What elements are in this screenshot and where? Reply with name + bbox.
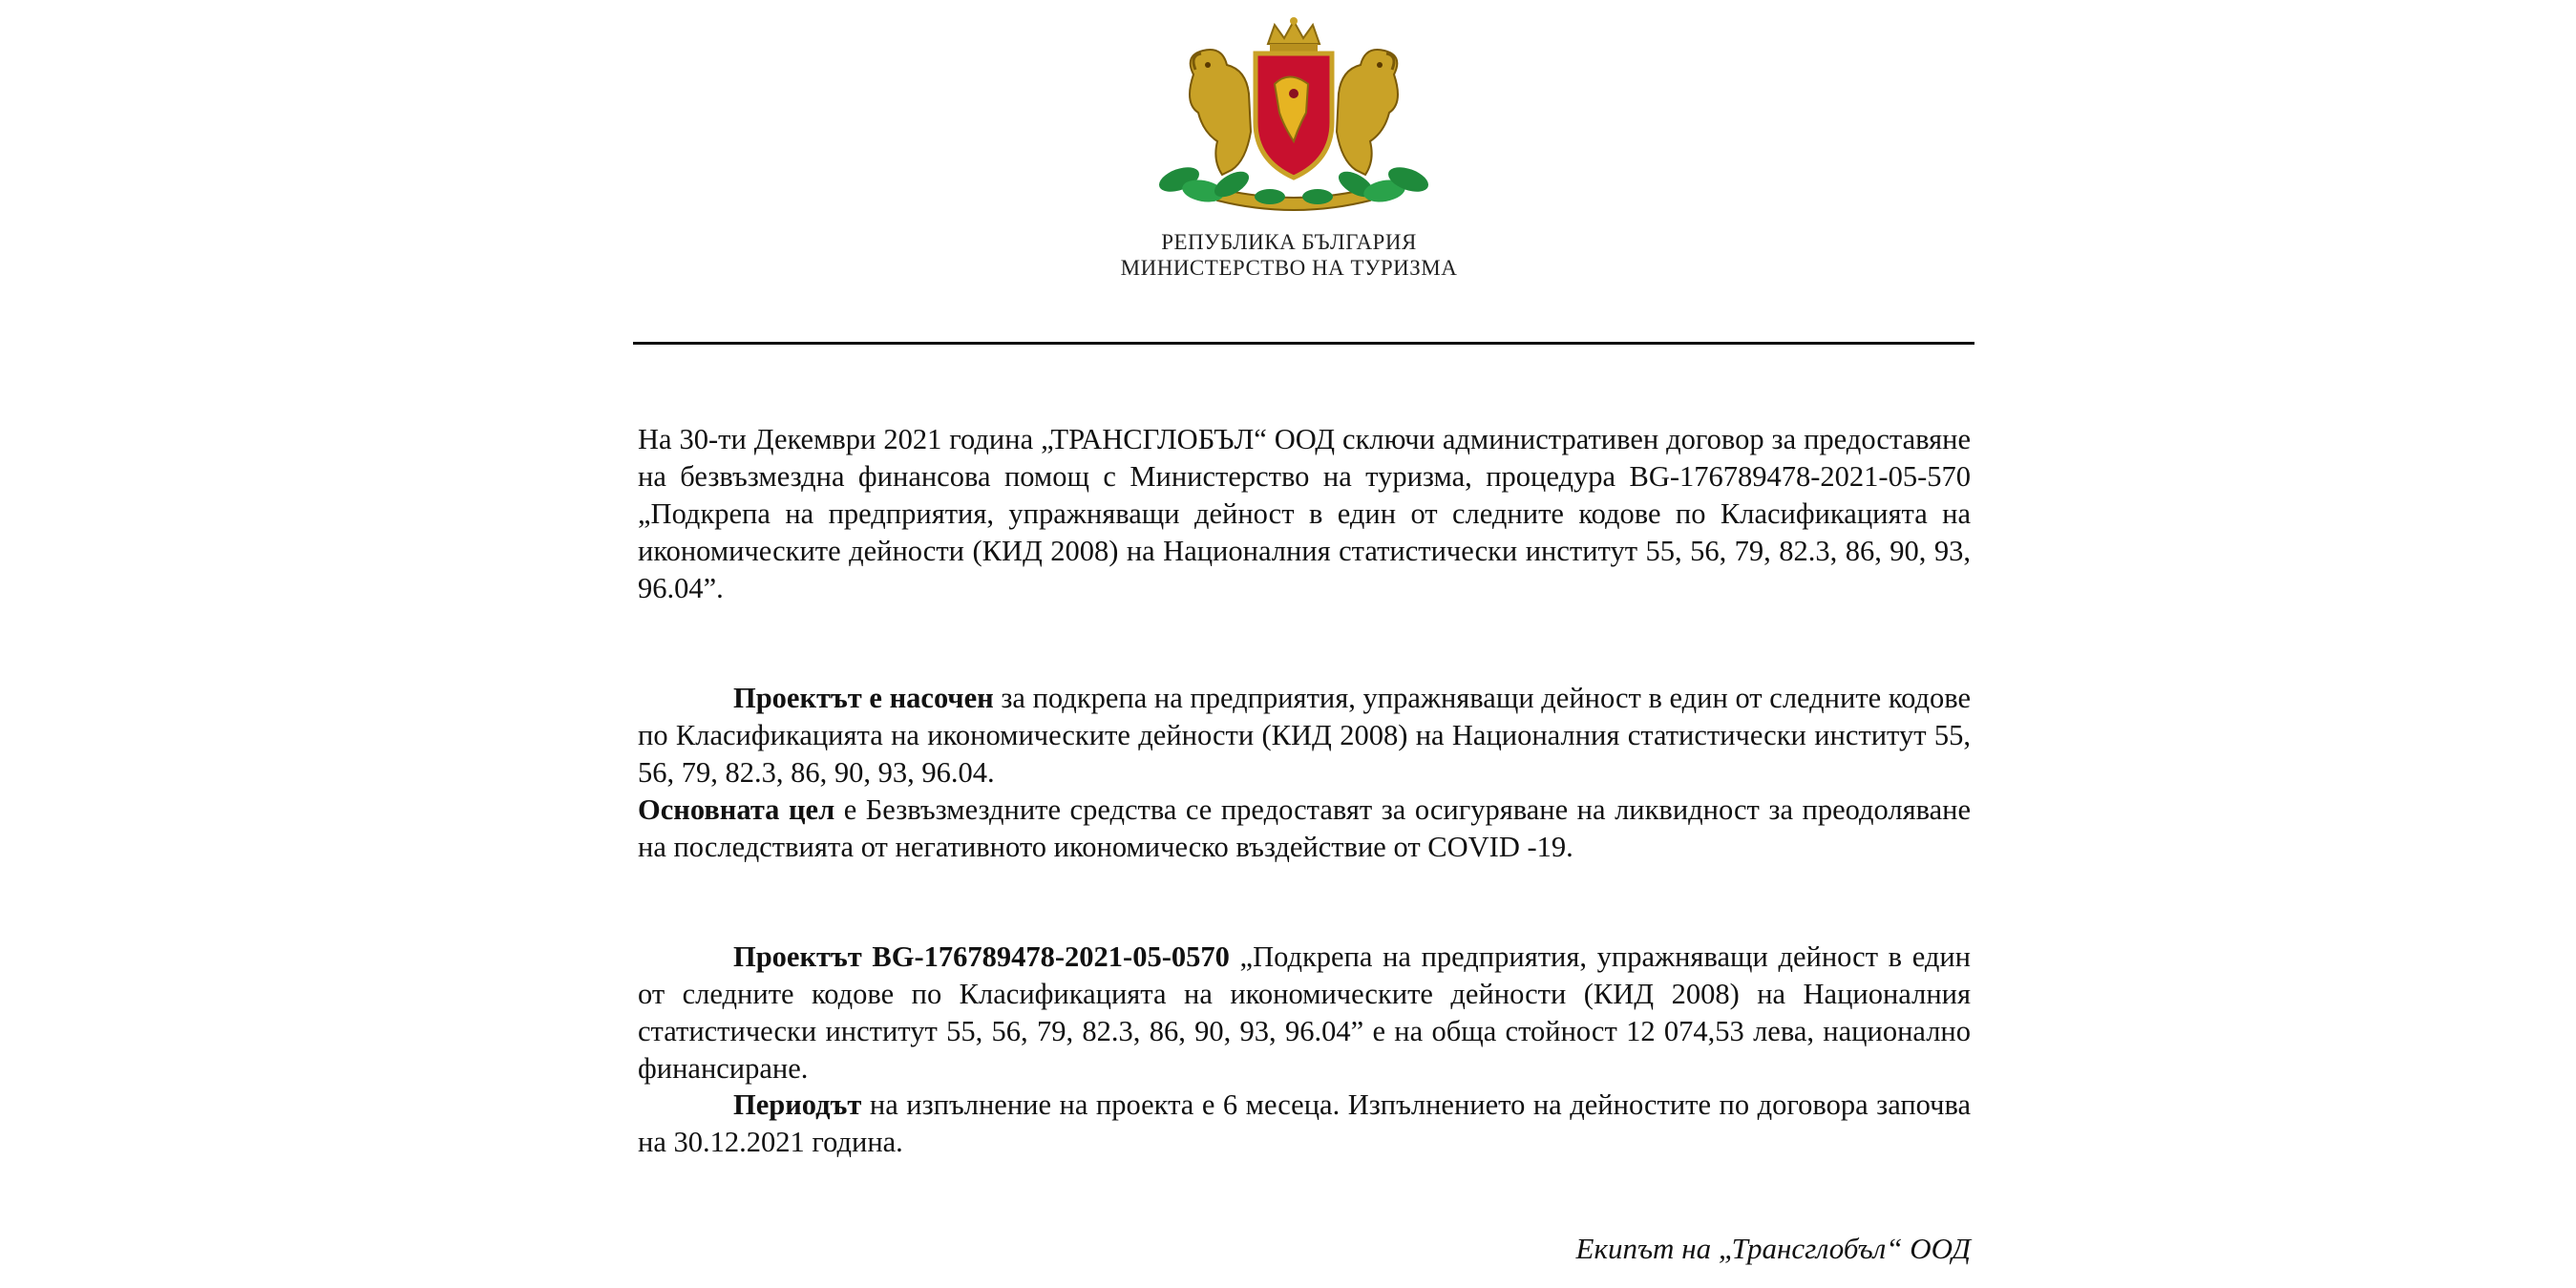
ministry-header [1050,229,1528,281]
paragraph-period-heading: Периодът [733,1088,862,1121]
paragraph-project-text: „Подкрепа на предприятия, упражняващи дейност в един от следните кодове по Класификацията на икономическите дейности (КИД 2008) на Националния статистически институт 55, 56, 79, 82.3, 86, 90, 93, 96.04” е на обща стойност 12 074,53 лева, национално финансиране. [638,940,1971,1085]
crown-icon [1268,17,1320,52]
paragraph-goal-heading: Основната цел [638,793,835,826]
header-divider [633,342,1974,345]
paragraph-target-heading: Проектът е насочен [733,682,994,714]
paragraph-project-heading: Проектът BG-176789478-2021-05-0570 [733,940,1230,973]
paragraph-target-text: за подкрепа на предприятия, упражняващи дейност в един от следните кодове по Класификацията на икономическите дейности (КИД 2008) на Националния статистически институт 55, 56, 79, 82.3, 86, 90, 93, 96.04. [638,682,1972,789]
left-lion-icon [1190,50,1251,175]
paragraph-goal [638,792,1971,866]
country-name: РЕПУБЛИКА БЪЛГАРИЯ [1161,230,1417,254]
paragraph-period [638,1087,1971,1161]
signature: Екипът на „Трансглобъл“ ООД [1575,1232,1971,1265]
paragraph-project [638,939,1971,1087]
right-lion-icon [1337,50,1398,175]
paragraph-goal-text: е Безвъзмездните средства се предоставят за осигуряване на ликвидност за преодоляване на последствията от негативното икономическо въздействие от COVID -19. [638,793,1971,863]
paragraph-target [638,680,1971,792]
ministry-name: МИНИСТЕРСТВО НА ТУРИЗМА [1120,256,1458,280]
paragraph-contract [638,421,1971,607]
paragraph-contract-text: На 30-ти Декември 2021 година „ТРАНСГЛОБЪЛ“ ООД сключи административен договор за предоставяне на безвъзмездна финансова помощ с Министерство на туризма, процедура BG-176789478-2021-05-570 „Подкрепа на предприятия, упражняващи дейност в един от следните кодове по Класификацията на икономическите дейности (КИД 2008) на Националния статистически институт 55, 56, 79, 82.3, 86, 90, 93, 96.04”. [638,423,1971,604]
shield-icon [1256,53,1332,178]
coat-of-arms-icon [1155,17,1432,222]
paragraph-period-text: на изпълнение на проекта е 6 месеца. Изпълнението на дейностите по договора започва на 30.12.2021 година. [638,1088,1971,1158]
